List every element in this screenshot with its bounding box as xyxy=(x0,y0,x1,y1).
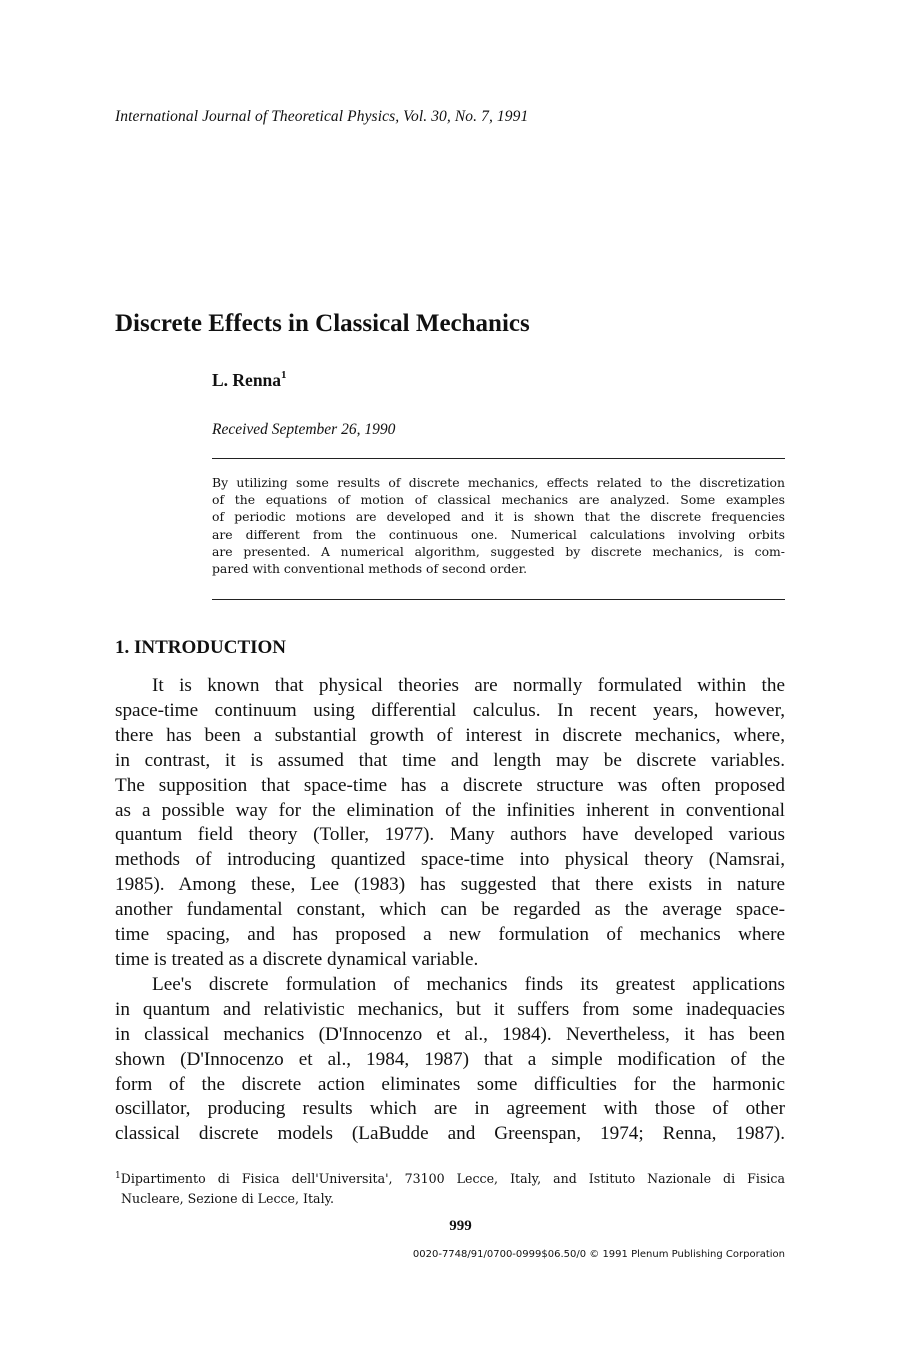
body-line: space-time continuum using differential calculus. In recent years, however, xyxy=(115,699,785,721)
author xyxy=(212,370,287,391)
received-date: Received September 26, 1990 xyxy=(212,421,396,438)
abstract-line: By utilizing some results of discrete mechanics, effects related to the discretization xyxy=(212,475,785,490)
body-line: methods of introducing quantized space-time into physical theory (Namsrai, xyxy=(115,849,785,871)
body-line: in quantum and relativistic mechanics, but it suffers from some inadequacies xyxy=(115,998,785,1020)
abstract-line: of periodic motions are developed and it is shown that the discrete frequencies xyxy=(212,509,785,525)
body-line: in contrast, it is assumed that time and length may be discrete variables. xyxy=(115,749,785,771)
abstract xyxy=(212,474,785,577)
copyright-line: 0020-7748/91/0700-0999$06.50/0 © 1991 Plenum Publishing Corporation xyxy=(412,1249,785,1260)
body-line: time is treated as a discrete dynamical variable. xyxy=(115,948,479,970)
abstract-line: of the equations of motion of classical mechanics are analyzed. Some examples xyxy=(212,492,785,508)
body-line: time spacing, and has proposed a new formulation of mechanics where xyxy=(115,924,785,946)
paper-title: Discrete Effects in Classical Mechanics xyxy=(115,310,530,337)
footnote-mark: 1 xyxy=(115,1171,121,1181)
body-line: there has been a substantial growth of interest in discrete mechanics, where, xyxy=(115,724,785,746)
journal-citation: International Journal of Theoretical Physics, Vol. 30, No. 7, 1991 xyxy=(115,108,529,125)
author-name: L. Renna xyxy=(212,370,282,390)
body-line: in classical mechanics (D'Innocenzo et al., 1984). Nevertheless, it has been xyxy=(115,1023,785,1045)
footnote-text: Dipartimento di Fisica dell'Universita', 73100 Lecce, Italy, and Istituto Nazionale di Fisica xyxy=(120,1171,785,1187)
body-line: as a possible way for the elimination of the infinities inherent in conventional xyxy=(115,799,785,821)
body-line: oscillator, producing results which are in agreement with those of other xyxy=(115,1098,785,1120)
body-line: form of the discrete action eliminates some difficulties for the harmonic xyxy=(115,1073,785,1095)
body-line: The supposition that space-time has a discrete structure was often proposed xyxy=(115,774,785,796)
abstract-line: pared with conventional methods of second order. xyxy=(212,561,528,577)
body-line: classical discrete models (LaBudde and Greenspan, 1974; Renna, 1987). xyxy=(115,1123,785,1145)
author-footnote-mark: 1 xyxy=(281,369,287,382)
body-line: 1985). Among these, Lee (1983) has suggested that there exists in nature xyxy=(115,874,785,896)
body-text xyxy=(115,674,785,1147)
abstract-line: are presented. A numerical algorithm, suggested by discrete mechanics, is com- xyxy=(212,543,785,559)
section-heading: 1. INTRODUCTION xyxy=(115,637,287,658)
abstract-rule-bottom xyxy=(212,599,785,600)
abstract-line: are different from the continuous one. Numerical calculations involving orbits xyxy=(212,526,785,542)
footnote xyxy=(115,1166,785,1209)
footnote-line xyxy=(115,1166,785,1189)
body-line: quantum field theory (Toller, 1977). Many authors have developed various xyxy=(115,824,785,846)
body-line: shown (D'Innocenzo et al., 1984, 1987) that a simple modification of the xyxy=(115,1048,785,1070)
abstract-rule-top xyxy=(212,458,785,459)
footnote-line: Nucleare, Sezione di Lecce, Italy. xyxy=(121,1191,335,1207)
body-line: It is known that physical theories are normally formulated within the xyxy=(152,675,785,696)
body-line: another fundamental constant, which can be regarded as the average space- xyxy=(115,899,785,921)
page-number: 999 xyxy=(449,1218,472,1234)
body-line: Lee's discrete formulation of mechanics finds its greatest applications xyxy=(152,973,785,995)
